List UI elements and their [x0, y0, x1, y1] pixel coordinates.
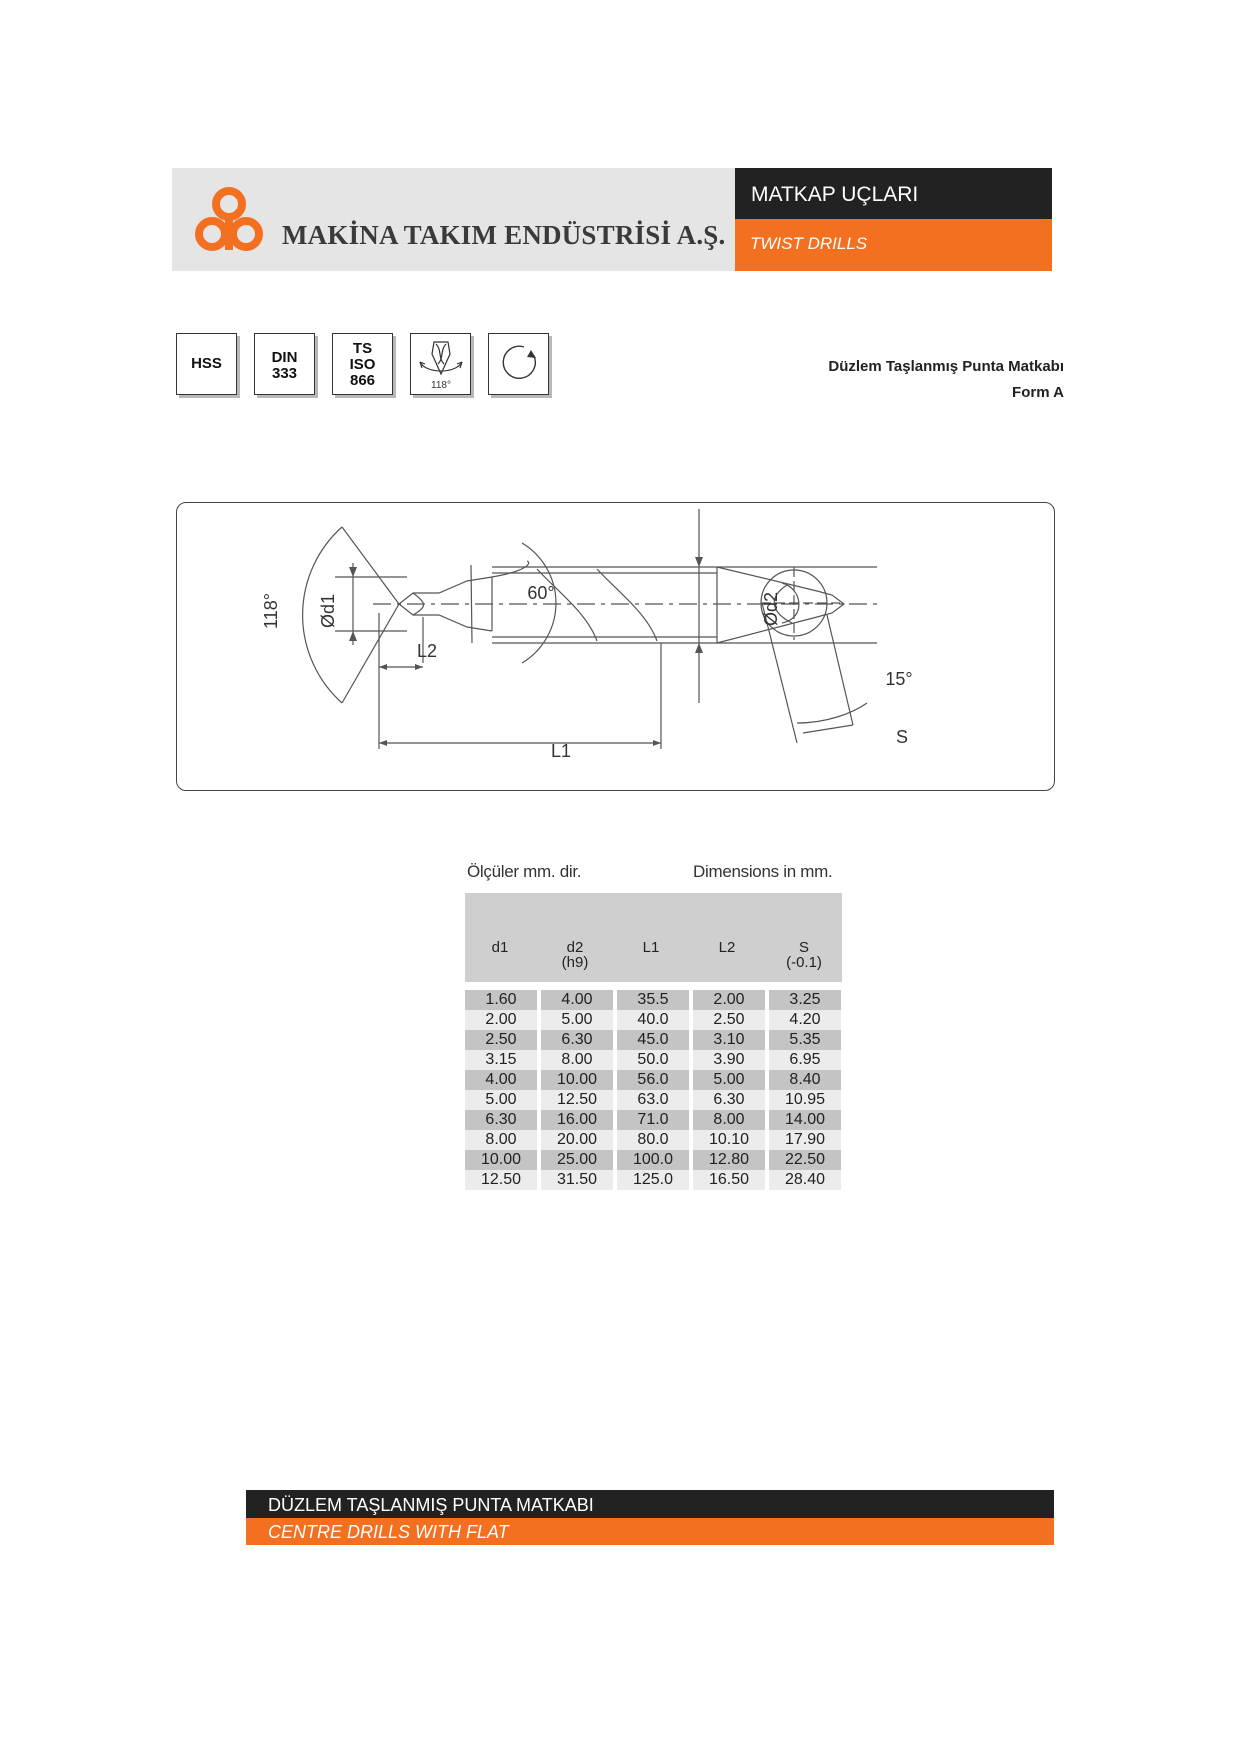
table-cell: 20.00: [541, 1130, 613, 1150]
table-cell: 16.00: [541, 1110, 613, 1130]
caption-turkish: Ölçüler mm. dir.: [467, 862, 582, 881]
l1-label: L1: [550, 741, 572, 761]
table-cell: 10.00: [541, 1070, 613, 1090]
footer-subtitle: CENTRE DRILLS WITH FLAT: [268, 1522, 509, 1542]
table-cell: 63.0: [617, 1090, 689, 1110]
s-label: S: [895, 727, 909, 747]
table-cell: 31.50: [541, 1170, 613, 1190]
table-cell: 28.40: [769, 1170, 841, 1190]
d2-label: Ød2: [761, 591, 781, 627]
header-d1: d1: [491, 939, 509, 956]
column-l2: [693, 990, 765, 1190]
table-cell: 5.00: [465, 1090, 537, 1110]
table-cell: 100.0: [617, 1150, 689, 1170]
table-cell: 5.35: [769, 1030, 841, 1050]
table-cell: 2.50: [693, 1010, 765, 1030]
table-cell: 5.00: [541, 1010, 613, 1030]
header-l2: L2: [718, 939, 736, 956]
iso-number: 866: [349, 372, 376, 389]
table-cell: 6.30: [693, 1090, 765, 1110]
product-name: Düzlem Taşlanmış Punta Matkabı: [828, 358, 1064, 375]
hss-badge: [176, 333, 237, 395]
table-cell: 6.30: [465, 1110, 537, 1130]
table-cell: 6.95: [769, 1050, 841, 1070]
table-cell: 2.50: [465, 1030, 537, 1050]
category-subtitle: TWIST DRILLS: [750, 234, 868, 253]
table-cell: 10.00: [465, 1150, 537, 1170]
category-title-bar: [735, 168, 1052, 219]
table-cell: 40.0: [617, 1010, 689, 1030]
tip-angle-label: 118°: [261, 593, 281, 629]
table-cell: 4.00: [541, 990, 613, 1010]
table-cell: 2.00: [465, 1010, 537, 1030]
din-badge: [254, 333, 315, 395]
table-cell: 12.50: [465, 1170, 537, 1190]
table-cell: 80.0: [617, 1130, 689, 1150]
table-cell: 8.40: [769, 1070, 841, 1090]
ts-text: TS: [352, 340, 373, 357]
table-cell: 4.20: [769, 1010, 841, 1030]
ts-iso-badge: [332, 333, 393, 395]
din-text: DIN: [271, 349, 298, 366]
table-cell: 1.60: [465, 990, 537, 1010]
table-cell: 16.50: [693, 1170, 765, 1190]
footer-subtitle-bar: [246, 1518, 1054, 1545]
column-d1: [465, 990, 537, 1190]
d1-label: Ød1: [318, 593, 338, 629]
header-d2: d2 (h9): [561, 939, 589, 971]
column-s: [769, 990, 841, 1190]
table-cell: 3.10: [693, 1030, 765, 1050]
company-logo-icon: [194, 184, 264, 254]
column-l1: [617, 990, 689, 1190]
table-cell: 6.30: [541, 1030, 613, 1050]
table-cell: 50.0: [617, 1050, 689, 1070]
table-cell: 22.50: [769, 1150, 841, 1170]
column-d2: [541, 990, 613, 1190]
caption-english: Dimensions in mm.: [693, 862, 833, 881]
table-cell: 5.00: [693, 1070, 765, 1090]
table-cell: 12.50: [541, 1090, 613, 1110]
header-brand-bar: [172, 168, 735, 271]
header-s: S (-0.1): [786, 939, 822, 971]
technical-drawing: [176, 502, 1055, 791]
table-header: [465, 893, 842, 982]
rotation-direction-icon: [488, 333, 549, 395]
centre-drill-drawing: [177, 503, 1056, 792]
footer-title: DÜZLEM TAŞLANMIŞ PUNTA MATKABI: [268, 1495, 594, 1515]
category-subtitle-bar: [735, 219, 1052, 271]
flat-angle-label: 15°: [885, 669, 913, 689]
header-l1: L1: [642, 939, 660, 956]
table-cell: 45.0: [617, 1030, 689, 1050]
table-cell: 12.80: [693, 1150, 765, 1170]
table-cell: 8.00: [465, 1130, 537, 1150]
table-cell: 10.95: [769, 1090, 841, 1110]
table-cell: 2.00: [693, 990, 765, 1010]
table-cell: 17.90: [769, 1130, 841, 1150]
table-cell: 3.25: [769, 990, 841, 1010]
footer-title-bar: [246, 1490, 1054, 1518]
table-cell: 25.00: [541, 1150, 613, 1170]
table-cell: 3.90: [693, 1050, 765, 1070]
table-cell: 4.00: [465, 1070, 537, 1090]
l2-label: L2: [416, 641, 438, 661]
point-angle-label: 118°: [430, 380, 451, 391]
table-cell: 14.00: [769, 1110, 841, 1130]
cone-angle-label: 60°: [527, 583, 555, 603]
hss-text: HSS: [191, 355, 222, 372]
table-cell: 56.0: [617, 1070, 689, 1090]
table-cell: 71.0: [617, 1110, 689, 1130]
iso-text: ISO: [349, 356, 376, 373]
table-cell: 10.10: [693, 1130, 765, 1150]
table-cell: 8.00: [693, 1110, 765, 1130]
din-number: 333: [271, 365, 298, 382]
point-angle-icon: [410, 333, 471, 395]
table-cell: 8.00: [541, 1050, 613, 1070]
category-title: MATKAP UÇLARI: [751, 183, 919, 206]
table-cell: 35.5: [617, 990, 689, 1010]
company-name: MAKİNA TAKIM ENDÜSTRİSİ A.Ş.: [282, 220, 726, 250]
table-cell: 125.0: [617, 1170, 689, 1190]
product-form: Form A: [1012, 384, 1064, 401]
table-cell: 3.15: [465, 1050, 537, 1070]
